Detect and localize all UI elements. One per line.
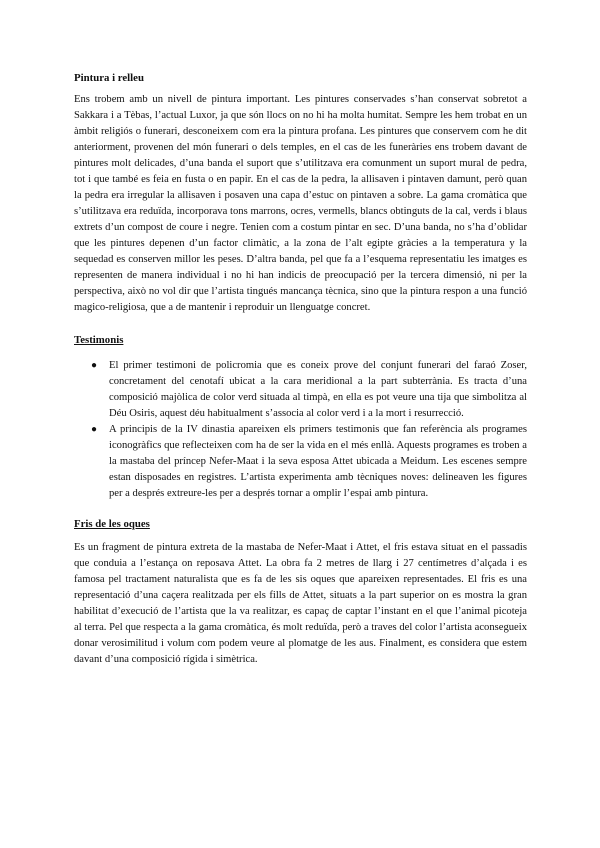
bullet-icon: ● — [91, 424, 98, 435]
testimonis-list — [74, 358, 527, 502]
section-fris-de-les-oques — [74, 516, 527, 668]
list-item-text: El primer testimoni de policromia que es coneix prove del conjunt funerari del faraó Zoser, concretament del cenotafí ubicat a la cara meridional a la part subterrània. Es tracta d’una composició majòlica de color verd situada al timpà, en ella es pot veure una tija que simbolitza al Déu Osiris, aquest déu habitualment s’associa al color verd i a la mort i resurrecció. — [109, 360, 527, 419]
list-item — [74, 358, 527, 422]
bullet-icon: ● — [91, 360, 98, 371]
heading-testimonis: Testimonis — [74, 334, 124, 346]
list-item-text: A principis de la IV dinastia apareixen els primers testimonis que fan referència als programes iconogràfics que reflecteixen com ha de ser la vida en el més enllà. Aquests programes es troben a la mastaba del príncep Nefer-Maat i la seva esposa Attet ubicada a Meidum. Les escenes sempre estan disposades en registres. L’artista experimenta amb tècniques noves: delineaven les figures per a després extreure-les per a després tornar a omplir l’espai amb pintura. — [109, 424, 527, 499]
section-testimonis — [74, 332, 527, 502]
list-item — [74, 422, 527, 502]
section-pintura-i-relleu — [74, 70, 527, 316]
heading-fris-de-les-oques: Fris de les oques — [74, 518, 150, 530]
paragraph-fris-de-les-oques: Es un fragment de pintura extreta de la mastaba de Nefer-Maat i Attet, el fris estava situat en el passadis que conduia a l’estança on reposava Attet. La obra fa 2 metres de llarg i 27 centímetres d’alçada i es famosa pel tractament naturalista que es fa de les sis oques que apareixen representades. El fris es una representació d’una caçera realitzada per els fills de Attet, situats a la part superior on es mostra la gran habilitat d’execució de l’artista que la va realitzar, es capaç de captar l’instant en el que l’animal picoteja al terra. Pel que respecta a la gama cromàtica, és molt reduïda, però a traves del color l’artista aconsegueix donar verosimilitud i volum com podem veure al plomatge de les aus. Finalment, es considera que estem davant d’una composició rígida i simètrica. — [74, 542, 527, 665]
paragraph-pintura-i-relleu: Ens trobem amb un nivell de pintura important. Les pintures conservades s’han conservat sobretot a Sakkara i a Tèbas, l’actual Luxor, ja que són llocs on no hi ha molta humitat. Sempre les hem trobat en un àmbit religiós o funerari, desconeixem com era la pintura profana. Les pintures que conservem com he dit anteriorment, provenen del món funerari o dels temples, en el cas de les funeràries ens trobem davant de pintures molt delicades, d’una banda el suport que s’utilitzava era comunment un suport mural de pedra, tot i que també es feia en fusta o en papir. En el cas de la pedra, la allisaven i pintaven damunt, però quan la pedra era irregular la allisaven i posaven una capa d’estuc on pintaven a sobre. La gama cromàtica que s’utilitzava era reduïda, incorporava tons marrons, ocres, vermells, blancs obtinguts de la cal, verds i blaus extrets d’un compost de coure i negre. Tenien com a costum pintar en sec. D’una banda, no s’ha d’oblidar que les pintures depenen d’un factor climàtic, a la zona de l’alt egipte gràcies a la temperatura y la sequedad es conserven millor les peses. D’altra banda, pel que fa a l’esquema representatiu les imatges es representen de manera individual i no hi han indicis de preocupació per la tercera dimensió, ni per la perspectiva, això no vol dir que l’artista tingués mancança tècnica, sino que la pintura respon a una funció magico-religiosa, que a de mantenir i reproduir un llenguatge concret. — [74, 94, 527, 313]
heading-pintura-i-relleu: Pintura i relleu — [74, 72, 144, 84]
